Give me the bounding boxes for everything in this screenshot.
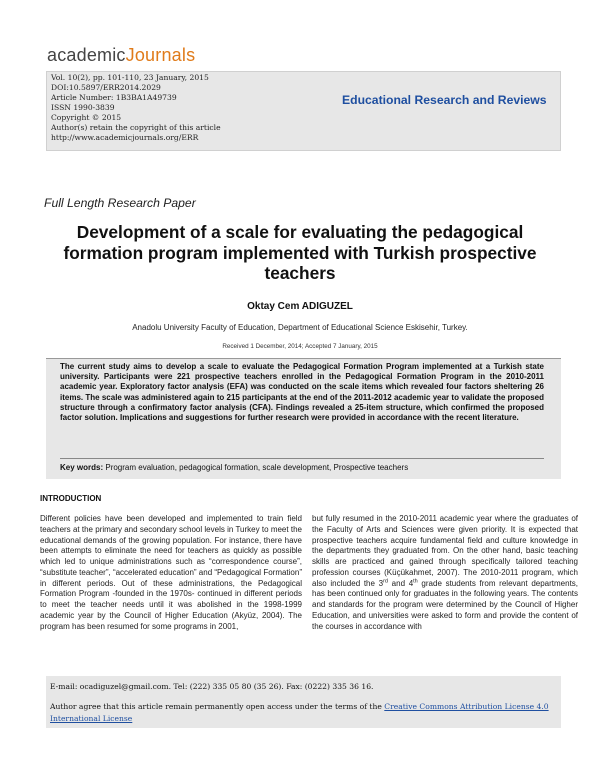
body-right-part-b: and 4 [387, 578, 414, 588]
body-right-part-c: grade students from relevant departments, has been continued only for graduates in the following years. The contents and standards for the program were determined by the Council of Higher Education, and universities were asked to form and provide the content of the courses in accordance with [312, 578, 579, 631]
article-metadata [51, 73, 221, 143]
author-name: Oktay Cem ADIGUZEL [247, 301, 353, 312]
logo-part-academic: academic [47, 45, 126, 65]
keywords-label: Key words: [60, 463, 104, 472]
received-dates: Received 1 December, 2014; Accepted 7 January, 2015 [222, 343, 378, 350]
meta-copyright: Copyright © 2015 [51, 113, 122, 122]
contact-email-line: E-mail: ocadiguzel@gmail.com. Tel: (222) 335 05 80 (35 26). Fax: (0222) 335 36 16. [50, 682, 374, 691]
meta-doi: DOI:10.5897/ERR2014.2029 [51, 83, 161, 92]
journal-name: Educational Research and Reviews [342, 93, 547, 107]
body-column-right [312, 514, 578, 632]
meta-volume: Vol. 10(2), pp. 101-110, 23 January, 2015 [51, 73, 209, 82]
section-heading-introduction: INTRODUCTION [40, 494, 102, 503]
superscript-rd: rd [383, 577, 388, 584]
license-text: Author agree that this article remain permanently open access under the terms of the [50, 702, 385, 711]
keywords-divider [60, 458, 544, 459]
meta-issn: ISSN 1990-3839 [51, 103, 115, 112]
license-statement [50, 701, 550, 725]
license-link[interactable]: Creative Commons Attribution License 4.0 International License [50, 702, 549, 723]
keywords-text: Program evaluation, pedagogical formation, scale development, Prospective teachers [105, 463, 409, 472]
body-column-left: Different policies have been developed and implemented to train field teachers at the primary and secondary school levels in Turkey to meet the educational demands of the growing population. For instance, there have been attempts to eliminate the need for teachers as quickly as possible which led to unique administrations such as “correspondence course”, “substitute teacher”, “accelerated education” and “Pedagogical Formation” in different periods. Out of these administrations, the Pedagogical Formation Program -founded in the 1970s- continued in different periods to meet the teacher needs until it was abolished in the 1998-1999 academic year by the Council of Higher Education (Akyüz, 2004). The program has been resumed for some programs in 2001, [40, 514, 302, 631]
abstract-text: The current study aims to develop a scale to evaluate the Pedagogical Formation Program implemented at a Turkish state university. Participants were 221 prospective teachers enrolled in the Pedagogical Formation Program in the 2010-2011 academic year. Exploratory factor analysis (EFA) was conducted on the scale items which revealed four factors sheltering 26 items. The scale was administered again to 215 participants at the end of the 2011-2012 academic year to validate the proposed structure through a confirmatory factor analysis (CFA). Findings revealed a 25-item structure, which confirmed the proposed factor solution. Implications and suggestions for further research were provided in accordance with the recent literature. [60, 362, 544, 423]
body-right-part-a: but fully resumed in the 2010-2011 academic year where the graduates of the Faculty of Arts and Sciences were given priority. It is expected that prospective teachers acquire fundamental field and culture knowledge in the departments they graduated from. On the other hand, basic teaching skills are practiced and gained through specifically tailored teaching profession courses (Küçükahmet, 2007). The 2010-2011 program, which also included the 3 [312, 514, 578, 588]
superscript-th: th [413, 577, 418, 584]
logo-part-journals: Journals [125, 45, 196, 65]
meta-url[interactable]: http://www.academicjournals.org/ERR [51, 133, 199, 142]
keywords [60, 463, 550, 472]
meta-rights: Author(s) retain the copyright of this article [51, 123, 221, 132]
author-affiliation: Anadolu University Faculty of Education, Department of Educational Science Eskisehir, Turkey. [132, 323, 468, 332]
journal-logo [47, 45, 195, 66]
paper-type: Full Length Research Paper [44, 196, 196, 210]
meta-article-number: Article Number: 1B3BA1A49739 [51, 93, 177, 102]
paper-title: Development of a scale for evaluating the pedagogical formation program implemented with Turkish prospective teachers [63, 222, 537, 283]
